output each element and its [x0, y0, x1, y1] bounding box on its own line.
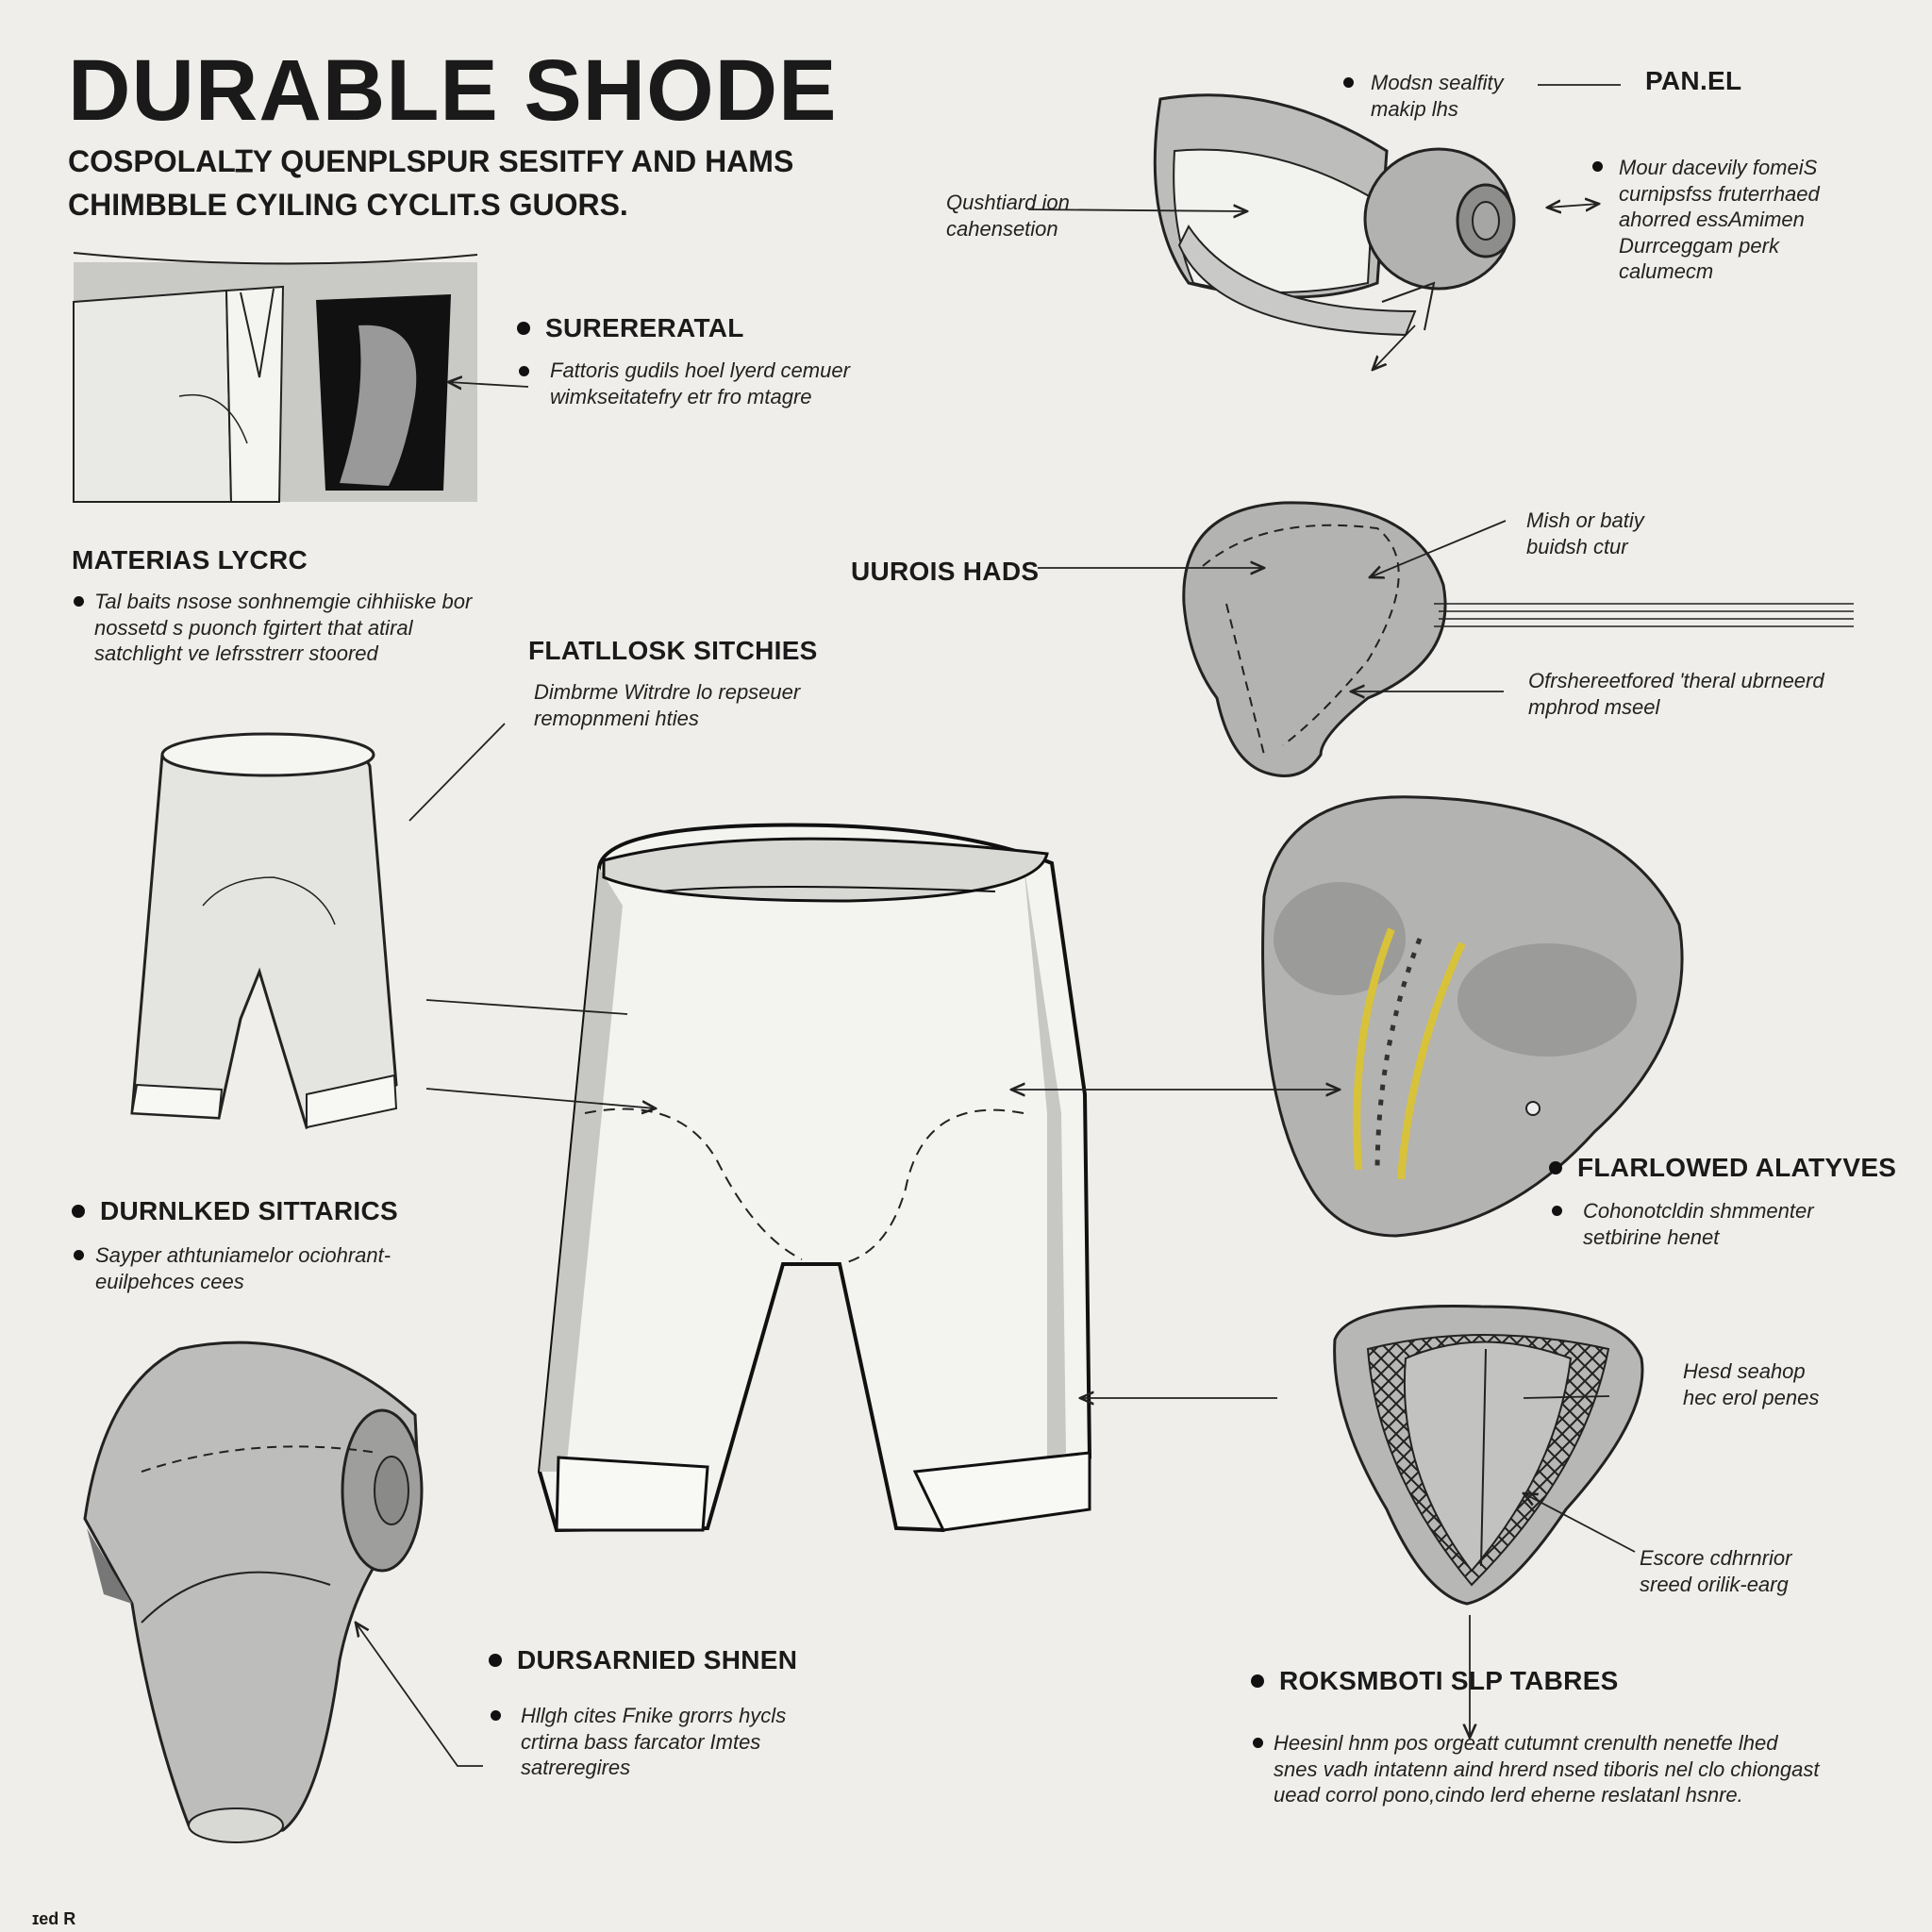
panel-right-note: Mour dacevily fomeiS curnipsfss fruterrhaed ahorred essAmimen Durrceggam perk calumecm — [1619, 156, 1820, 283]
mesh-chamois-illustration — [1335, 1306, 1642, 1604]
dursarnied-heading: DURSARNIED SHNEN — [489, 1645, 797, 1675]
uurois-heading: UUROIS HADS — [851, 557, 1040, 586]
panel-heading: PAN.EL — [1645, 66, 1742, 95]
roksmboti-heading: ROKSMBOTI SLP TABRES — [1251, 1666, 1619, 1696]
escore-note: Escore cdhrnrior sreed orilik-earg — [1640, 1546, 1792, 1596]
bullet — [74, 596, 84, 607]
page-title: DURABLE SHODE — [68, 42, 838, 139]
chamois-tube-illustration — [1155, 95, 1514, 335]
subtitle-line-2: CHIMBBLE CYILING CYCLIT.S GUORS. — [68, 188, 628, 222]
footer-mark: ɪed R — [32, 1909, 76, 1928]
flarlowed-heading: FLARLOWED ALATYVES — [1549, 1153, 1896, 1183]
durnlked-note: Sayper athtuniamelor ociohrant- euilpehces cees — [95, 1243, 391, 1293]
cycling-shorts-small-illustration — [132, 734, 396, 1127]
bullet — [491, 1710, 501, 1721]
flarlowed-note: Cohonotcldin shmmenter setbirine henet — [1583, 1199, 1814, 1249]
materials-note: Tal baits nsose sonhnemgie cihhiiske bor nossetd s puonch fgirtert that atiral satchlight ve lefrsstrerr stoored — [94, 590, 473, 665]
roksmboti-note: Heesinl hnm pos orgeatt cutumnt crenulth nenetfe lhed snes vadh intatenn aind hrerd nsed tiboris nel clo chiongast uead corrol pono,cindo lerd eherne reslatanl hsnre. — [1274, 1731, 1820, 1807]
panel-note: Modsn sealfity makip lhs — [1371, 71, 1504, 121]
ofrshere-note: Ofrshereetfored 'theral ubrneerd mphrod mseel — [1528, 669, 1824, 719]
bullet — [1343, 77, 1354, 88]
durnlked-heading: DURNLKED SITTARICS — [72, 1196, 398, 1226]
head-note: Hesd seahop hec erol penes — [1683, 1359, 1820, 1409]
bullet — [1592, 161, 1603, 172]
cycling-shorts-main-illustration — [540, 825, 1090, 1531]
dursarnied-note: Hllgh cites Fnike grorrs hycls crtirna bass farcator Imtes satreregires — [521, 1704, 787, 1779]
bullet — [519, 366, 529, 376]
supreratal-heading: SURERERATAL — [517, 313, 744, 343]
mish-note: Mish or batiy buidsh ctur — [1526, 508, 1644, 558]
flatlock-note: Dimbrme Witrdre lo repseuer remopnmeni hties — [534, 680, 801, 730]
bullet — [74, 1250, 84, 1260]
flatlock-heading: FLATLLOSK SITCHIES — [528, 636, 818, 665]
supreratal-note: Fattoris gudils hoel lyerd cemuer wimkseitatefry etr fro mtagre — [550, 358, 850, 408]
bullet — [1253, 1738, 1263, 1748]
materials-heading: MATERIAS LYCRC — [72, 545, 308, 575]
foam-pad-illustration — [1184, 503, 1854, 776]
bullet — [1552, 1206, 1562, 1216]
leg-gripper-illustration — [85, 1342, 422, 1842]
subtitle-line-1: COSPOLALꞮY QUENPLSPUR SESITFY AND HAMS — [68, 144, 794, 178]
cushion-note: Qushtiard ion cahensetion — [946, 191, 1070, 241]
seam-closeup-illustration — [74, 253, 477, 502]
